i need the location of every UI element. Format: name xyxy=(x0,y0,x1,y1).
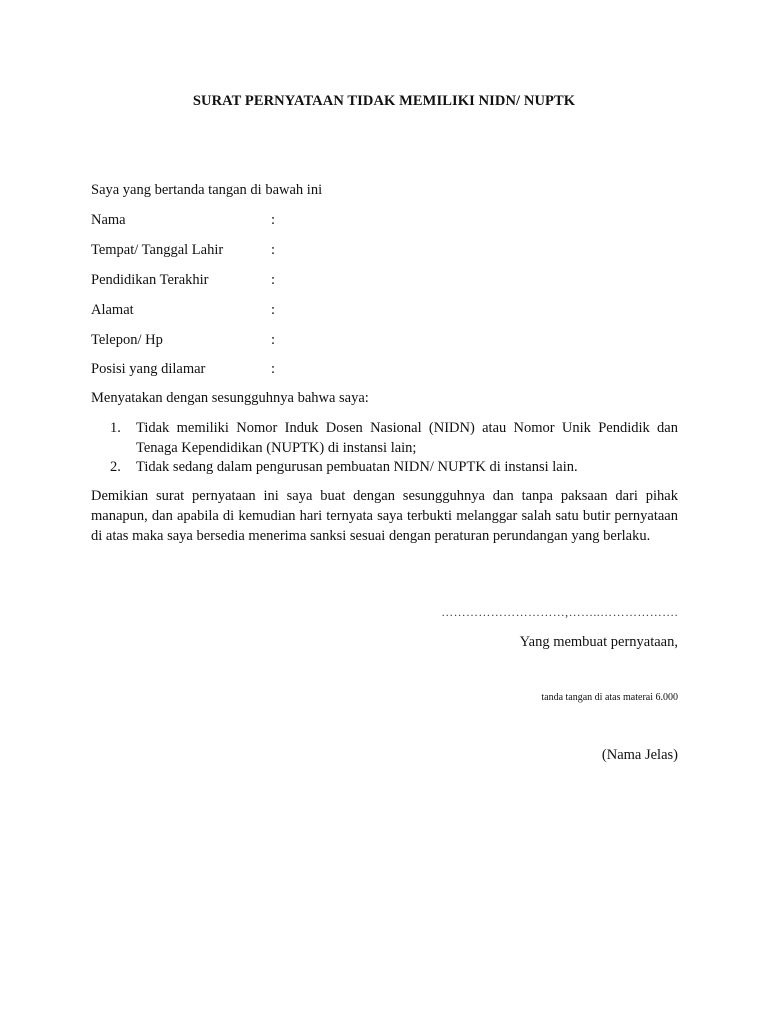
field-label: Pendidikan Terakhir xyxy=(91,272,209,288)
field-label: Telepon/ Hp xyxy=(91,332,163,348)
statement-list-2 xyxy=(110,457,678,477)
field-row-tempat-tanggal-lahir xyxy=(91,242,275,259)
statement-text: Tidak memiliki Nomor Induk Dosen Nasional (NIDN) atau Nomor Unik Pendidik dan Tenaga Kependidikan (NUPTK) di instansi lain; xyxy=(136,420,678,456)
declaration-lead: Menyatakan dengan sesungguhnya bahwa saya: xyxy=(91,390,369,406)
list-number: 1. xyxy=(110,420,121,436)
place-date-line: …………………………,……..………………. xyxy=(441,605,678,619)
field-colon: : xyxy=(271,272,276,288)
field-colon: : xyxy=(271,302,276,318)
field-colon: : xyxy=(271,332,276,348)
field-colon: : xyxy=(271,242,276,258)
list-item xyxy=(110,457,678,477)
field-row-posisi-yang-dilamar xyxy=(91,361,275,378)
list-item xyxy=(110,418,678,458)
field-label: Nama xyxy=(91,212,126,228)
field-colon: : xyxy=(271,212,276,228)
field-row-nama xyxy=(91,212,275,229)
signer-title: Yang membuat pernyataan, xyxy=(519,634,678,650)
statement-list xyxy=(110,418,678,458)
field-label: Tempat/ Tanggal Lahir xyxy=(91,242,224,258)
intro-text: Saya yang bertanda tangan di bawah ini xyxy=(91,182,323,198)
statement-text: Tidak sedang dalam pengurusan pembuatan NIDN/ NUPTK di instansi lain. xyxy=(136,459,578,475)
stamp-note: tanda tangan di atas materai 6.000 xyxy=(541,692,678,703)
list-number: 2. xyxy=(110,459,121,475)
field-label: Posisi yang dilamar xyxy=(91,361,206,377)
field-row-alamat xyxy=(91,302,275,319)
field-row-pendidikan-terakhir xyxy=(91,272,275,289)
document-title: SURAT PERNYATAAN TIDAK MEMILIKI NIDN/ NUPTK xyxy=(192,93,576,109)
field-row-telepon-hp xyxy=(91,332,275,349)
full-name-placeholder: (Nama Jelas) xyxy=(601,747,678,763)
field-colon: : xyxy=(271,361,276,377)
closing-paragraph: Demikian surat pernyataan ini saya buat dengan sesungguhnya dan tanpa paksaan dari pihak manapun, dan apabila di kemudian hari ternyata saya terbukti melanggar salah satu butir pernyataan di atas maka saya bersedia menerima sanksi sesuai dengan peraturan perundangan yang berlaku. xyxy=(91,488,678,544)
field-label: Alamat xyxy=(91,302,134,318)
